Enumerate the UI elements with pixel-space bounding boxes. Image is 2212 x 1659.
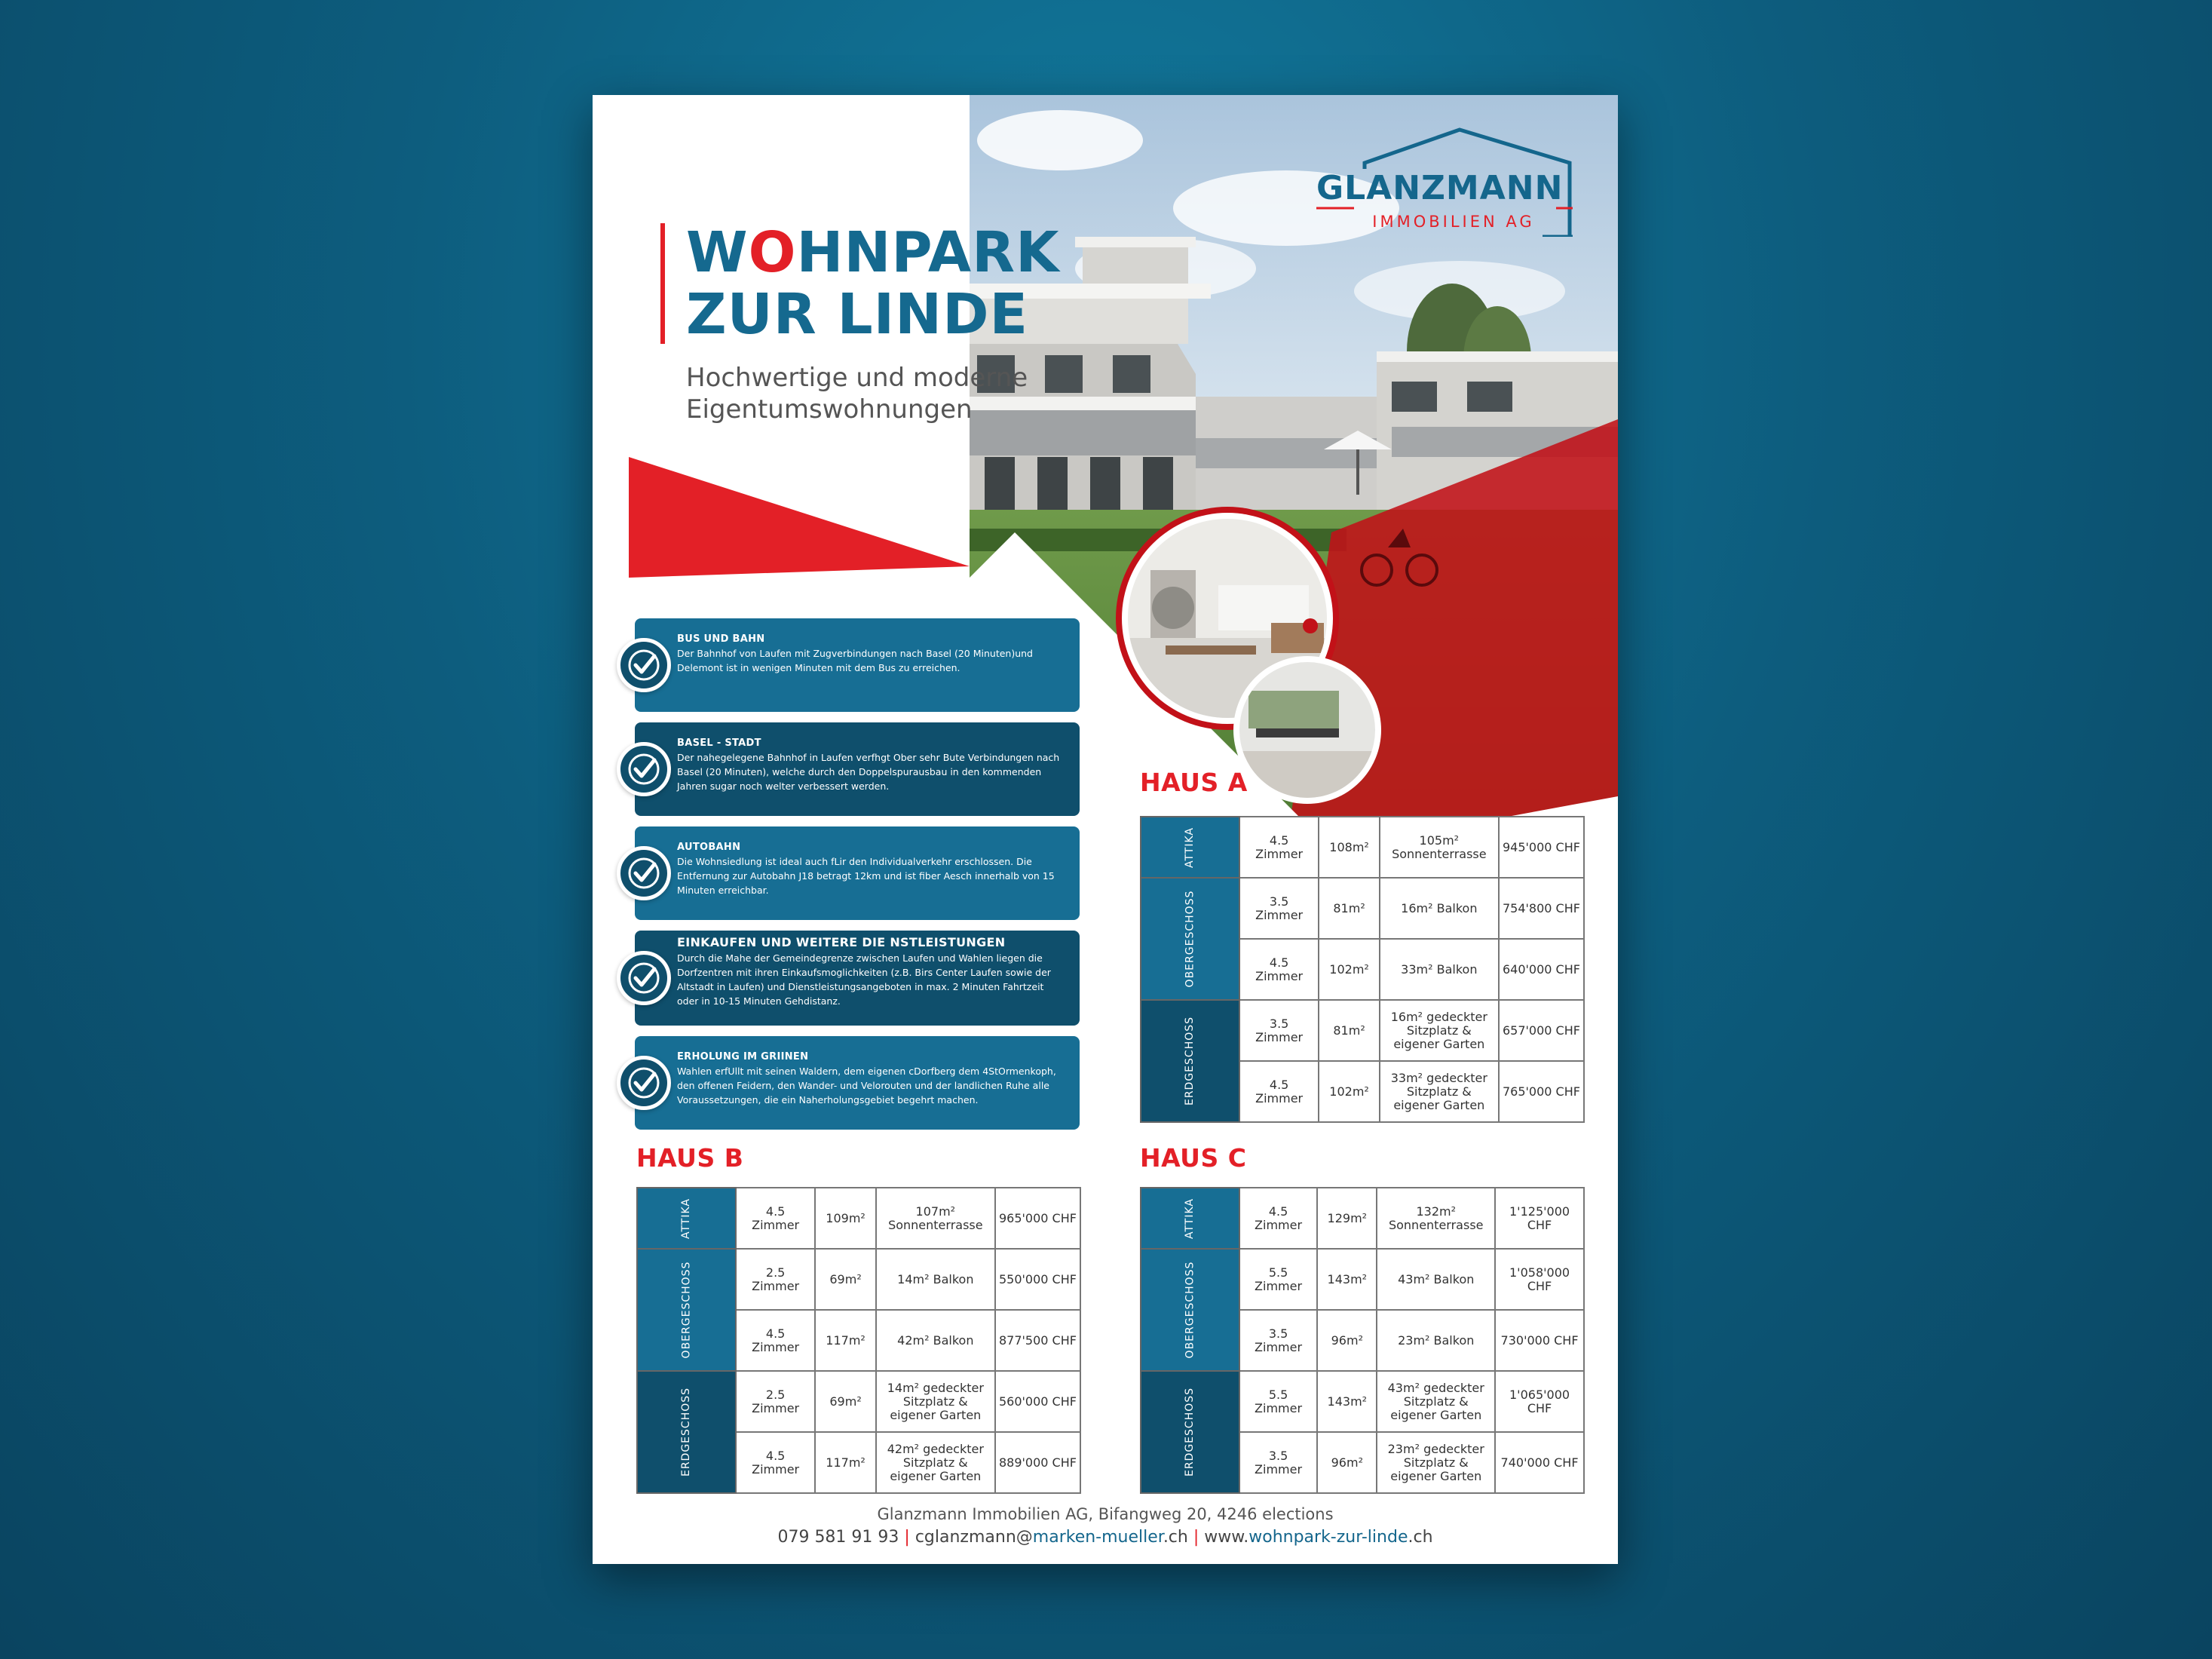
price-cell: 945'000 CHF (1499, 817, 1584, 878)
floor-label-attika: ATTIKA (1141, 817, 1239, 878)
rooms-cell: 3.5 Zimmer (1239, 1000, 1319, 1061)
price-cell: 730'000 CHF (1495, 1310, 1584, 1371)
brand-name: GLANZMANN (1316, 169, 1564, 207)
table-row (1141, 817, 1584, 878)
price-cell: 965'000 CHF (995, 1188, 1080, 1249)
rooms-cell: 3.5 Zimmer (1239, 1432, 1317, 1493)
rooms-cell: 4.5 Zimmer (1239, 1188, 1317, 1249)
rooms-cell: 4.5 Zimmer (736, 1310, 816, 1371)
extra-cell: 16m² Balkon (1380, 878, 1499, 939)
price-cell: 889'000 CHF (995, 1432, 1080, 1493)
extra-cell: 105m² Sonnenterrasse (1380, 817, 1499, 878)
extra-cell: 42m² Balkon (876, 1310, 995, 1371)
footer-email[interactable]: cglanzmann@marken-mueller.ch (915, 1528, 1188, 1547)
checkmark-icon (617, 1056, 671, 1110)
price-cell: 560'000 CHF (995, 1371, 1080, 1432)
size-cell: 102m² (1319, 1061, 1379, 1122)
footer-separator: | (1193, 1528, 1199, 1547)
extra-cell: 14m² Balkon (876, 1249, 995, 1310)
haus-a-title: HAUS A (1140, 768, 1248, 797)
rooms-cell: 4.5 Zimmer (1239, 939, 1319, 1000)
size-cell: 69m² (815, 1249, 875, 1310)
haus-a-table (1140, 816, 1585, 1123)
title-line1-rest: HNPARK (796, 220, 1060, 285)
flyer (593, 95, 1618, 1564)
extra-cell: 132m² Sonnenterrasse (1377, 1188, 1495, 1249)
price-cell: 1'125'000 CHF (1495, 1188, 1584, 1249)
feature-erholung (635, 1036, 1080, 1130)
feature-title: EINKAUFEN UND WEITERE DIE NSTLEISTUNGEN (677, 935, 1006, 949)
price-cell: 740'000 CHF (1495, 1432, 1584, 1493)
floor-label-erdgeschoss: ERDGESCHOSS (1141, 1371, 1239, 1493)
floor-label-obergeschoss: OBERGESCHOSS (1141, 1249, 1239, 1371)
feature-text: Der Bahnhof von Laufen mit Zugverbindungen nach Basel (20 Minuten)und Delemont ist in wenigen Minuten mit dem Bus zu erreichen. (677, 648, 1033, 673)
checkmark-icon (617, 951, 671, 1005)
size-cell: 81m² (1319, 1000, 1379, 1061)
price-cell: 1'065'000 CHF (1495, 1371, 1584, 1432)
table-row (637, 1371, 1080, 1432)
footer-separator: | (904, 1528, 910, 1547)
rooms-cell: 5.5 Zimmer (1239, 1371, 1317, 1432)
extra-cell: 33m² Balkon (1380, 939, 1499, 1000)
haus-c-title: HAUS C (1140, 1143, 1247, 1173)
footer-address: Glanzmann Immobilien AG, Bifangweg 20, 4246 elections (877, 1505, 1334, 1523)
extra-cell: 33m² gedeckter Sitzplatz & eigener Garten (1380, 1061, 1499, 1122)
haus-b-title: HAUS B (636, 1143, 744, 1173)
price-cell: 550'000 CHF (995, 1249, 1080, 1310)
extra-cell: 43m² gedeckter Sitzplatz & eigener Garten (1377, 1371, 1495, 1432)
extra-cell: 23m² Balkon (1377, 1310, 1495, 1371)
red-triangle-decor (593, 457, 985, 578)
title-line2: ZUR LINDE (686, 282, 1029, 347)
floor-label-obergeschoss: OBERGESCHOSS (637, 1249, 736, 1371)
size-cell: 129m² (1317, 1188, 1377, 1249)
feature-text: Der nahegelegene Bahnhof in Laufen verfhgt Ober sehr Bute Verbindungen nach Basel (20 Minuten), welche durch den Doppelspurausbau in den kommenden Jahren sugar noch welter verbessert werden. (677, 752, 1060, 792)
footer-contact (593, 1528, 1618, 1547)
table-row (637, 1188, 1080, 1249)
size-cell: 69m² (815, 1371, 875, 1432)
size-cell: 96m² (1317, 1432, 1377, 1493)
rooms-cell: 4.5 Zimmer (1239, 1061, 1319, 1122)
price-cell: 754'800 CHF (1499, 878, 1584, 939)
page-title (686, 222, 1059, 345)
size-cell: 109m² (815, 1188, 875, 1249)
feature-bus-und-bahn (635, 618, 1080, 712)
brand-subtitle: IMMOBILIEN AG (1372, 213, 1535, 231)
haus-b-table (636, 1187, 1081, 1494)
extra-cell: 23m² gedeckter Sitzplatz & eigener Garten (1377, 1432, 1495, 1493)
rooms-cell: 2.5 Zimmer (736, 1371, 816, 1432)
title-accent-bar (660, 223, 665, 344)
checkmark-icon (617, 742, 671, 796)
table-row (1141, 878, 1584, 939)
rooms-cell: 5.5 Zimmer (1239, 1249, 1317, 1310)
table-row (1141, 1371, 1584, 1432)
size-cell: 108m² (1319, 817, 1379, 878)
size-cell: 102m² (1319, 939, 1379, 1000)
price-cell: 877'500 CHF (995, 1310, 1080, 1371)
extra-cell: 43m² Balkon (1377, 1249, 1495, 1310)
price-cell: 1'058'000 CHF (1495, 1249, 1584, 1310)
floor-label-erdgeschoss: ERDGESCHOSS (637, 1371, 736, 1493)
feature-list (635, 618, 1080, 1140)
feature-basel-stadt (635, 722, 1080, 816)
table-row (1141, 1000, 1584, 1061)
floor-label-attika: ATTIKA (1141, 1188, 1239, 1249)
floor-label-obergeschoss: OBERGESCHOSS (1141, 878, 1239, 1000)
size-cell: 81m² (1319, 878, 1379, 939)
price-cell: 657'000 CHF (1499, 1000, 1584, 1061)
extra-cell: 42m² gedeckter Sitzplatz & eigener Garten (876, 1432, 995, 1493)
table-row (637, 1249, 1080, 1310)
extra-cell: 16m² gedeckter Sitzplatz & eigener Garten (1380, 1000, 1499, 1061)
footer-website[interactable]: www.wohnpark-zur-linde.ch (1204, 1528, 1433, 1547)
feature-title: BASEL - STADT (677, 738, 761, 749)
feature-title: BUS UND BAHN (677, 633, 765, 645)
feature-title: AUTOBAHN (677, 842, 741, 853)
table-row (1141, 1249, 1584, 1310)
size-cell: 96m² (1317, 1310, 1377, 1371)
checkmark-icon (617, 638, 671, 692)
checkmark-icon (617, 846, 671, 900)
title-letter-o: O (748, 220, 797, 285)
table-row (1141, 1188, 1584, 1249)
floor-label-attika: ATTIKA (637, 1188, 736, 1249)
size-cell: 117m² (815, 1310, 875, 1371)
dining-photo (1239, 662, 1375, 798)
brand-logo (1316, 124, 1603, 237)
feature-text: Wahlen erfUllt mit seinen Waldern, dem eigenen cDorfberg dem 4StOrmenkoph, den offenen Feidern, den Wander- und Velorouten und der landlichen Ruhe alle Voraussetzungen, die ein Naherholungsgebiet begehrt machen. (677, 1066, 1056, 1105)
rooms-cell: 4.5 Zimmer (736, 1188, 816, 1249)
size-cell: 143m² (1317, 1371, 1377, 1432)
size-cell: 117m² (815, 1432, 875, 1493)
haus-c-table (1140, 1187, 1585, 1494)
rooms-cell: 4.5 Zimmer (1239, 817, 1319, 878)
subtitle-line2: Eigentumswohnungen (686, 394, 973, 425)
feature-text: Die Wohnsiedlung ist ideal auch fLir den Individualverkehr erschlossen. Die Entfernung zur Autobahn J18 betragt 12km und ist fiber Aesch innerhalb von 15 Minuten erreichbar. (677, 856, 1055, 896)
extra-cell: 14m² gedeckter Sitzplatz & eigener Garten (876, 1371, 995, 1432)
rooms-cell: 4.5 Zimmer (736, 1432, 816, 1493)
feature-title: ERHOLUNG IM GRIINEN (677, 1051, 809, 1063)
feature-autobahn (635, 826, 1080, 920)
title-letter-w: W (686, 220, 749, 285)
rooms-cell: 3.5 Zimmer (1239, 1310, 1317, 1371)
price-cell: 640'000 CHF (1499, 939, 1584, 1000)
subtitle-line1: Hochwertige und moderne (686, 363, 1028, 393)
footer-phone[interactable]: 079 581 91 93 (777, 1528, 899, 1547)
extra-cell: 107m² Sonnenterrasse (876, 1188, 995, 1249)
price-cell: 765'000 CHF (1499, 1061, 1584, 1122)
rooms-cell: 3.5 Zimmer (1239, 878, 1319, 939)
rooms-cell: 2.5 Zimmer (736, 1249, 816, 1310)
floor-label-erdgeschoss: ERDGESCHOSS (1141, 1000, 1239, 1122)
feature-text: Durch die Mahe der Gemeindegrenze zwischen Laufen und Wahlen liegen die Dorfzentren mit ihren Einkaufsmoglichkeiten (z.B. Birs Center Laufen sowie der Altstadt in Laufen) und Dienstleistungsangeboten in max. 2 Minuten Fahrtzeit oder in 10-15 Minuten Gehdistanz. (677, 952, 1051, 1007)
feature-einkaufen (635, 931, 1080, 1026)
size-cell: 143m² (1317, 1249, 1377, 1310)
subtitle (686, 362, 1028, 425)
